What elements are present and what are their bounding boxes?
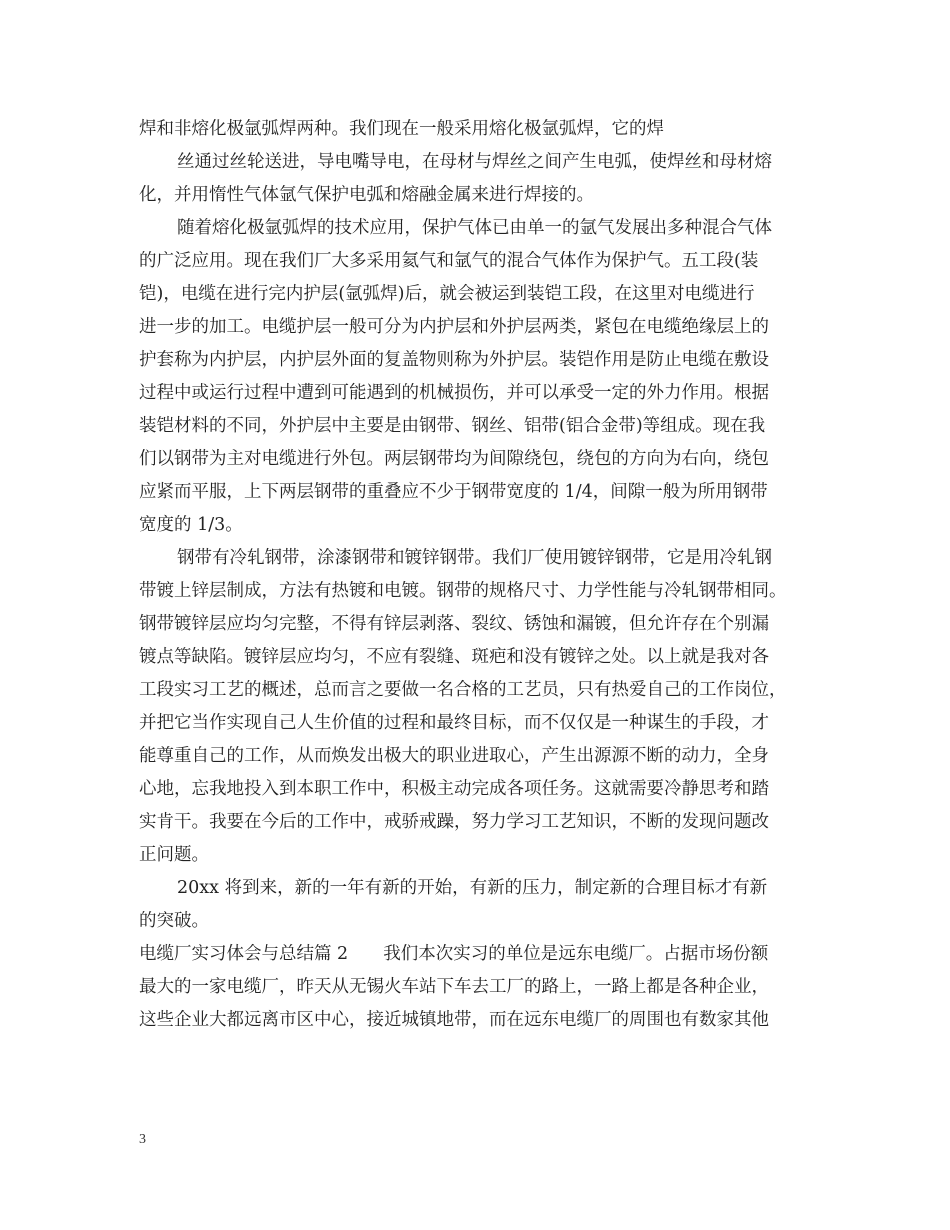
text-line: 电缆厂实习体会与总结篇 2 我们本次实习的单位是远东电缆厂。占据市场份额: [139, 944, 769, 964]
text-line: 这些企业大都远离市区中心，接近城镇地带，而在远东电缆厂的周围也有数家其他: [139, 1010, 769, 1030]
text-line: 铠)，电缆在进行完内护层(氩弧焊)后，就会被运到装铠工段，在这里对电缆进行: [139, 284, 755, 304]
text-line: 能尊重自己的工作，从而焕发出极大的职业进取心，产生出源源不断的动力，全身: [139, 746, 769, 766]
text-line: 宽度的 1/3。: [139, 515, 243, 535]
text-line: 进一步的加工。电缆护层一般可分为内护层和外护层两类，紧包在电缆绝缘层上的: [139, 317, 769, 337]
document-body: [139, 113, 823, 1037]
text-line: 镀点等缺陷。镀锌层应均匀，不应有裂缝、斑疤和没有镀锌之处。以上就是我对各: [139, 647, 769, 667]
text-line: 最大的一家电缆厂，昨天从无锡火车站下车去工厂的路上，一路上都是各种企业，: [139, 977, 769, 997]
text-line: 护套称为内护层，内护层外面的复盖物则称为外护层。装铠作用是防止电缆在敷设: [139, 350, 769, 370]
text-line: 过程中或运行过程中遭到可能遇到的机械损伤，并可以承受一定的外力作用。根据: [139, 383, 769, 403]
text-line: 丝通过丝轮送进，导电嘴导电，在母材与焊丝之间产生电弧，使焊丝和母材熔: [177, 152, 772, 172]
text-line: 的突破。: [139, 911, 209, 931]
text-line: 并把它当作实现自己人生价值的过程和最终目标，而不仅仅是一种谋生的手段，才: [139, 713, 769, 733]
text-line: 应紧而平服，上下两层钢带的重叠应不少于钢带宽度的 1/4，间隙一般为所用钢带: [139, 482, 768, 502]
text-line: 正问题。: [139, 845, 209, 865]
text-line: 工段实习工艺的概述，总而言之要做一名合格的工艺员，只有热爱自己的工作岗位，: [139, 680, 787, 700]
text-line: 20xx 将到来，新的一年有新的开始，有新的压力，制定新的合理目标才有新: [177, 878, 768, 898]
text-line: 装铠材料的不同，外护层中主要是由钢带、钢丝、铝带(铝合金带)等组成。现在我: [139, 416, 766, 436]
text-line: 化，并用惰性气体氩气保护电弧和熔融金属来进行焊接的。: [139, 185, 594, 205]
text-line: 带镀上锌层制成，方法有热镀和电镀。钢带的规格尺寸、力学性能与冷轧钢带相同。: [139, 581, 787, 601]
text-line: 焊和非熔化极氩弧焊两种。我们现在一般采用熔化极氩弧焊，它的焊: [139, 119, 664, 139]
text-line: 的广泛应用。现在我们厂大多采用氦气和氩气的混合气体作为保护气。五工段(装: [139, 251, 759, 271]
text-line: 们以钢带为主对电缆进行外包。两层钢带均为间隙绕包，绕包的方向为右向，绕包: [139, 449, 769, 469]
text-line: 随着熔化极氩弧焊的技术应用，保护气体已由单一的氩气发展出多种混合气体: [177, 218, 772, 238]
text-line: 钢带镀锌层应均匀完整，不得有锌层剥落、裂纹、锈蚀和漏镀，但允许存在个别漏: [139, 614, 769, 634]
text-line: 实肯干。我要在今后的工作中，戒骄戒躁，努力学习工艺知识，不断的发现问题改: [139, 812, 769, 832]
page-number: 3: [139, 1132, 146, 1147]
text-line: 心地，忘我地投入到本职工作中，积极主动完成各项任务。这就需要冷静思考和踏: [139, 779, 769, 799]
text-line: 钢带有冷轧钢带，涂漆钢带和镀锌钢带。我们厂使用镀锌钢带，它是用冷轧钢: [177, 548, 772, 568]
